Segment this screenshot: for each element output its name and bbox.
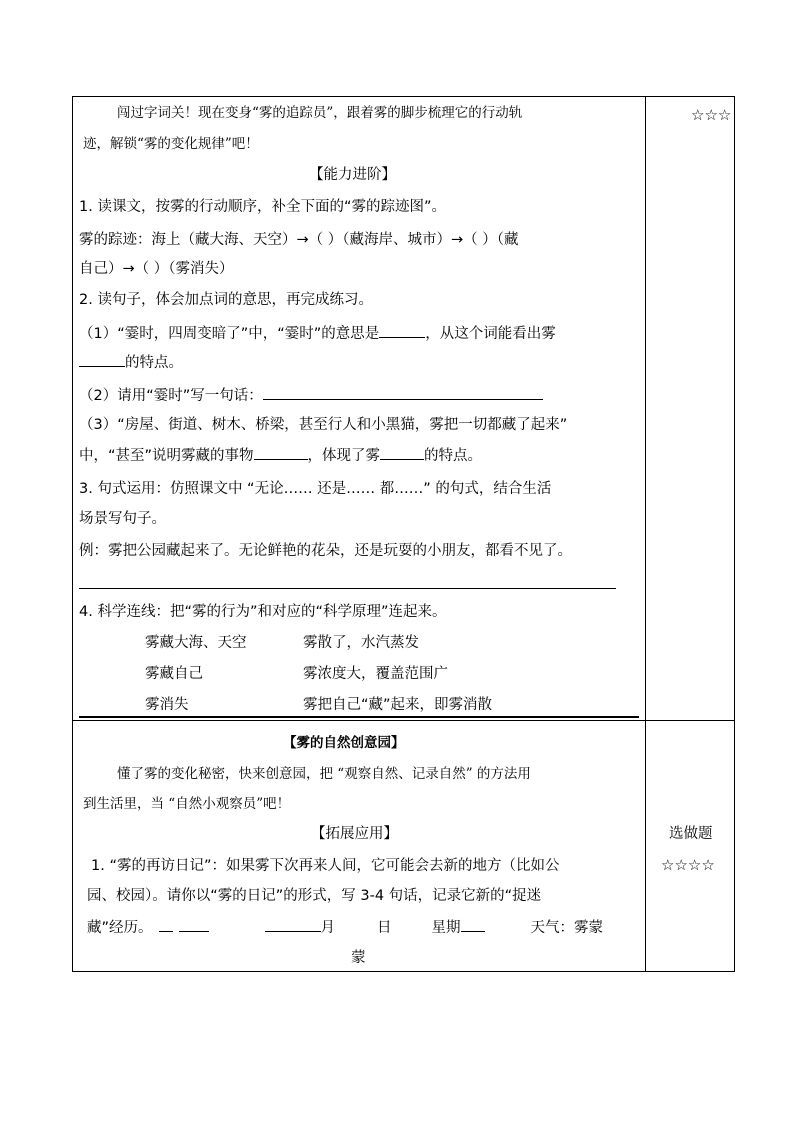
section-divider-thick — [79, 716, 639, 718]
difficulty-stars: ☆☆☆ — [691, 106, 732, 124]
answer-blank[interactable] — [380, 445, 424, 460]
match-right-3[interactable]: 雾把自己“藏”起来，即雾消散 — [303, 697, 493, 713]
q1-title: 1. 读课文，按雾的行动顺序，补全下面的“雾的踪迹图”。 — [79, 199, 446, 215]
diary-question-line-2: 园、校园）。请你以“雾的日记”的形式，写 3-4 句话，记录它新的“捉迷 — [87, 888, 542, 904]
q3-example: 例：雾把公园藏起来了。无论鲜艳的花朵，还是玩耍的小朋友，都看不见了。 — [79, 543, 572, 559]
optional-label: 选做题 — [669, 826, 713, 842]
section-divider — [73, 720, 734, 721]
diary-question-line-4: 蒙 — [351, 950, 366, 966]
match-right-1[interactable]: 雾散了，水汽蒸发 — [303, 635, 419, 651]
match-right-2[interactable]: 雾浓度大，覆盖范围广 — [303, 666, 448, 682]
answer-blank[interactable] — [254, 445, 308, 460]
q2-item-3-cont: 中，“甚至”说明雾藏的事物 ，体现了雾 的特点。 — [79, 445, 482, 466]
month-blank[interactable] — [265, 917, 321, 932]
section2-title: 【雾的自然创意园】 — [283, 735, 405, 751]
optional-stars: ☆☆☆☆ — [661, 856, 715, 874]
answer-blank[interactable] — [79, 352, 125, 367]
q1-line-1: 雾的踪迹：海上（藏大海、天空）→（ ）（藏海岸、城市）→（ ）（藏 — [79, 232, 519, 248]
diary-question-line-1: 1. “雾的再访日记”：如果雾下次再来人间，它可能会去新的地方（比如公 — [91, 858, 560, 874]
answer-blank[interactable] — [263, 385, 543, 400]
q2-item-3: （3）“房屋、街道、树木、桥梁，甚至行人和小黑猫，雾把一切都藏了起来” — [79, 417, 568, 433]
q3-answer-line[interactable] — [79, 588, 616, 589]
q2-item-1: （1）“霎时，四周变暗了”中，“霎时”的意思是 ，从这个词能看出雾 — [79, 323, 556, 344]
q3-line-1: 3. 句式运用：仿照课文中 “无论…… 还是…… 都……” 的句式，结合生活 — [79, 481, 552, 497]
answer-blank[interactable] — [379, 323, 425, 338]
q2-title: 2. 读句子，体会加点词的意思，再完成练习。 — [79, 292, 373, 308]
q2-item-1-cont: 的特点。 — [79, 352, 183, 373]
q1-line-2: 自己）→（ ）（雾消失） — [79, 261, 234, 277]
match-left-2[interactable]: 雾藏自己 — [145, 666, 203, 682]
section2-heading: 【拓展应用】 — [311, 826, 398, 842]
match-left-3[interactable]: 雾消失 — [145, 697, 189, 713]
match-left-1[interactable]: 雾藏大海、天空 — [145, 635, 247, 651]
weekday-blank[interactable] — [461, 917, 485, 932]
intro-line-2: 迹，解锁“雾的变化规律”吧！ — [83, 136, 259, 152]
section2-intro-2: 到生活里，当 “自然小观察员”吧！ — [83, 796, 291, 812]
diary-question-line-3: 藏”经历。 月 日 星期 天气：雾蒙 — [87, 917, 603, 938]
intro-line-1: 闯过字词关！现在变身“雾的追踪员”，跟着雾的脚步梳理它的行动轨 — [117, 105, 523, 121]
answer-blank[interactable] — [179, 917, 209, 932]
q4-title: 4. 科学连线：把“雾的行为”和对应的“科学原理”连起来。 — [79, 604, 447, 620]
answer-blank[interactable] — [159, 917, 173, 932]
column-divider — [645, 97, 646, 971]
q2-item-2: （2）请用“霎时”写一句话： — [79, 385, 543, 406]
q3-line-2: 场景写句子。 — [79, 511, 166, 527]
section-heading: 【能力进阶】 — [309, 167, 396, 183]
worksheet-table — [72, 96, 735, 972]
section2-intro-1: 懂了雾的变化秘密，快来创意园，把 “观察自然、记录自然” 的方法用 — [117, 766, 531, 782]
